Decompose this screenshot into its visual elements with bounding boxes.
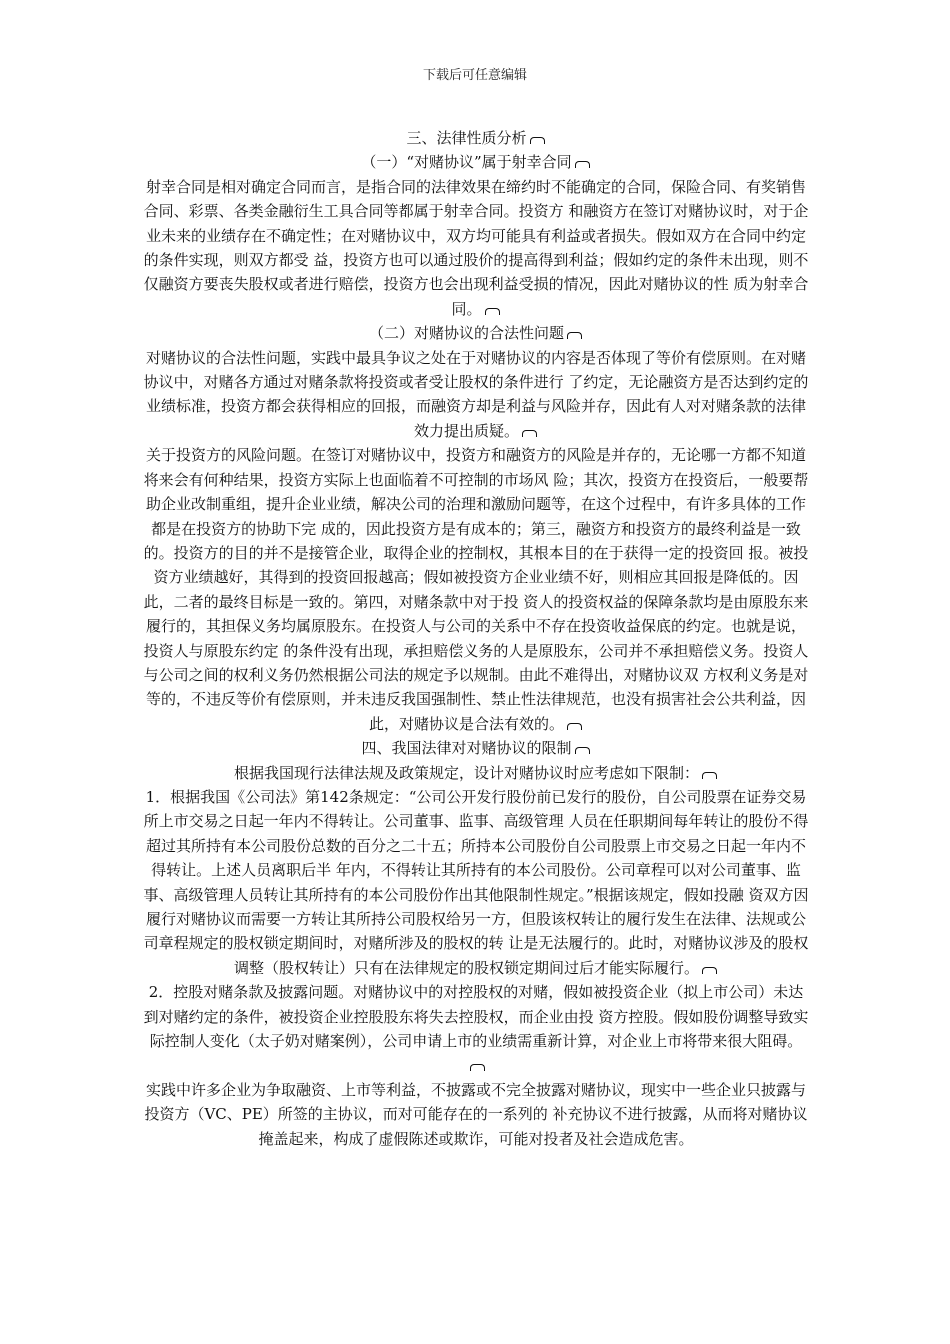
- subsection-heading: （一）“对赌协议”属于射幸合同: [142, 150, 810, 174]
- body-paragraph: 实践中许多企业为争取融资、上市等利益，不披露或不完全披露对赌协议，现实中一些企业只披露与投资方（VC、PE）所签的主协议，而对可能存在的一系列的 补充协议不进行披露，从而将对赌协议掩盖起来，构成了虚假陈述或欺诈，可能对投者及社会造成危害。: [144, 1080, 808, 1148]
- body-paragraph: 关于投资方的风险问题。在签订对赌协议中，投资方和融资方的风险是并存的，无论哪一方都不知道将来会有何种结果，投资方实际上也面临着不可控制的市场风 险；其次，投资方在投资后，一般要帮助企业改制重组，提升企业业绩，解决公司的治理和激励问题等，在这个过程中，有许多具体的工作都是在投资方的协助下完 成的，因此投资方是有成本的；第三，融资方和投资方的最终利益是一致的。投资方的目的并不是接管企业，取得企业的控制权，其根本目的在于获得一定的投资回 报。被投资方业绩越好，其得到的投资回报越高；假如被投资方企业业绩不好，则相应其回报是降低的。因此，二者的最终目标是一致的。第四，对赌条款中对于投 资人的投资权益的保障条款均是由原股东来履行的，其担保义务均属原股东。在投资人与公司的关系中不存在投资收益保底的约定。也就是说，投资人与原股东约定 的条件没有出现，承担赔偿义务的人是原股东，公司并不承担赔偿义务。投资人与公司之间的权利义务仍然根据公司法的规定予以规制。由此不难得出，对赌协议双 方权利义务是对等的，不违反等价有偿原则，并未违反我国强制性、禁止性法律规范，也没有损害社会公共利益，因此，对赌协议是合法有效的。: [143, 446, 809, 733]
- paragraph-mark-icon: [575, 159, 591, 168]
- body-paragraph: 射幸合同是相对确定合同而言，是指合同的法律效果在缔约时不能确定的合同，保险合同、有奖销售合同、彩票、各类金融衍生工具合同等都属于射幸合同。投资方 和融资方在签订对赌协议时，对于企业未来的业绩存在不确定性；在对赌协议中，双方均可能具有利益或者损失。假如双方在合同中约定的条件实现，则双方都受 益，投资方也可以通过股价的提高得到利益；假如约定的条件未出现，则不仅融资方要丧失股权或者进行赔偿，投资方也会出现利益受损的情况，因此对赌协议的性 质为射幸合同。: [143, 177, 809, 318]
- paragraph-mark-icon: [567, 330, 583, 339]
- page-header: 下载后可任意编辑: [422, 68, 527, 83]
- paragraph-mark-icon: [567, 721, 583, 730]
- document-body: [142, 126, 810, 1151]
- paragraph-mark-icon: [522, 428, 538, 437]
- body-paragraph: 根据我国现行法律法规及政策规定，设计对赌协议时应考虑如下限制：: [142, 761, 810, 785]
- list-item: 2．控股对赌条款及披露问题。对赌协议中的对控股权的对赌，假如被投资企业（拟上市公司）未达到对赌约定的条件，被投资企业控股股东将失去控股权，而企业由投 资方控股。假如股份调整导致实际控制人变化（太子奶对赌案例），公司申请上市的业绩需重新计算，对企业上市将带来很大阻碍。: [142, 980, 810, 1078]
- paragraph-mark-icon: [702, 965, 718, 974]
- paragraph-mark-icon: [485, 306, 501, 315]
- paragraph-mark-icon: [530, 135, 546, 144]
- section-heading: 三、法律性质分析: [142, 126, 810, 150]
- section-heading: 四、我国法律对对赌协议的限制: [142, 736, 810, 760]
- body-paragraph: 对赌协议的合法性问题，实践中最具争议之处在于对赌协议的内容是否体现了等价有偿原则。在对赌协议中，对赌各方通过对赌条款将投资或者受让股权的条件进行 了约定，无论融资方是否达到约定的业绩标准，投资方都会获得相应的回报，而融资方却是利益与风险并存，因此有人对对赌条款的法律效力提出质疑。: [143, 348, 809, 440]
- subsection-heading: （二）对赌协议的合法性问题: [142, 321, 810, 345]
- list-item: 1．根据我国《公司法》第142条规定：“公司公开发行股份前已发行的股份，自公司股票在证券交易所上市交易之日起一年内不得转让。公司董事、监事、高级管理 人员在任职期间每年转让的股份不得超过其所持有本公司股份总数的百分之二十五；所持本公司股份自公司股票上市交易之日起一年内不得转让。上述人员离职后半 年内，不得转让其所持有的本公司股份。公司章程可以对公司董事、监事、高级管理人员转让其所持有的本公司股份作出其他限制性规定。”根据该规定，假如投融 资双方因履行对赌协议而需要一方转让其所持公司股权给另一方，但股该权转让的履行发生在法律、法规或公司章程规定的股权锁定期间时，对赌所涉及的股权的转 让是无法履行的。此时，对赌协议涉及的股权调整（股权转让）只有在法律规定的股权锁定期间过后才能实际履行。: [143, 787, 809, 977]
- paragraph-mark-icon: [470, 1062, 486, 1071]
- paragraph-mark-icon: [575, 745, 591, 754]
- paragraph-mark-icon: [702, 770, 718, 779]
